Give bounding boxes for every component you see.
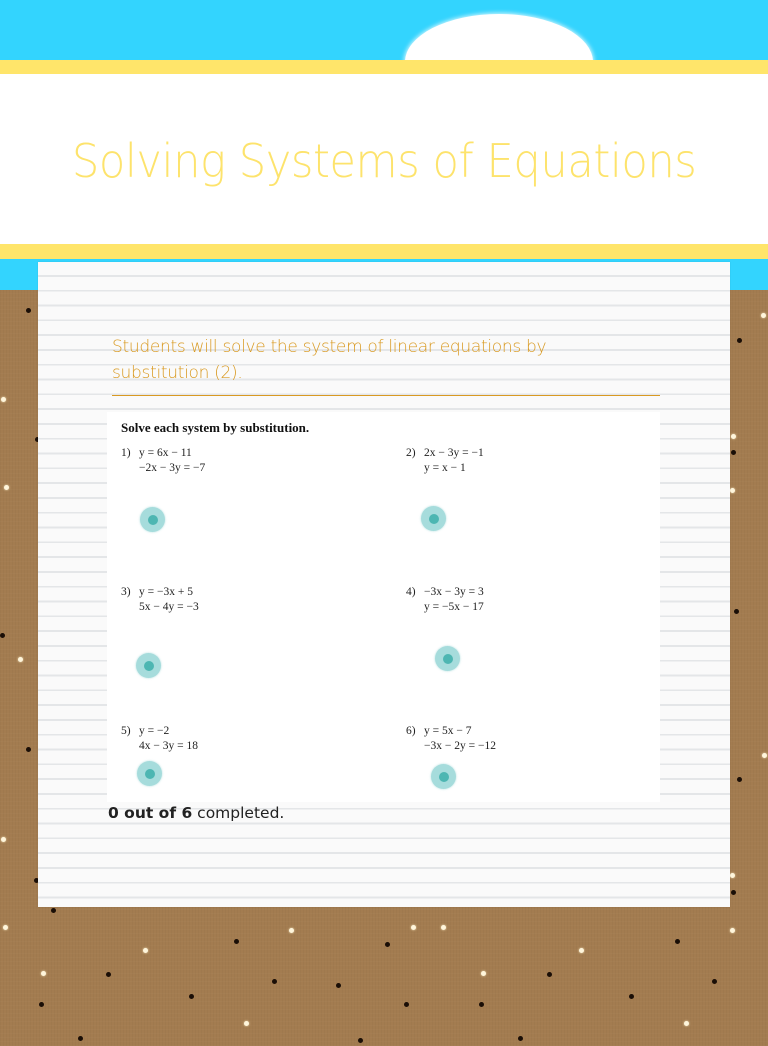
decor-dot xyxy=(737,338,742,343)
decor-dot xyxy=(731,434,736,439)
decor-dot xyxy=(26,308,31,313)
worksheet-image xyxy=(107,412,660,802)
problem-number: 6) xyxy=(406,725,416,737)
decor-dot xyxy=(684,1021,689,1026)
problem-number: 5) xyxy=(121,725,131,737)
title-panel xyxy=(0,74,768,244)
decor-dot xyxy=(730,928,735,933)
equation-2: −2x − 3y = −7 xyxy=(139,462,206,474)
equation-1: y = −2 xyxy=(139,725,170,737)
equation-1: y = 5x − 7 xyxy=(424,725,472,737)
problem-number: 2) xyxy=(406,447,416,459)
equation-1: y = −3x + 5 xyxy=(139,586,193,598)
decor-dot xyxy=(272,979,277,984)
decor-dot xyxy=(358,1038,363,1043)
decor-dot xyxy=(481,971,486,976)
decor-dot xyxy=(189,994,194,999)
decor-dot xyxy=(385,942,390,947)
decor-dot xyxy=(547,972,552,977)
problem-number: 3) xyxy=(121,586,131,598)
cloud-decoration xyxy=(405,14,593,60)
decor-dot xyxy=(404,1002,409,1007)
problem-5 xyxy=(121,724,198,754)
decor-dot xyxy=(106,972,111,977)
completed-count: 0 out of 6 xyxy=(108,804,193,822)
decor-dot xyxy=(737,777,742,782)
header-band-top xyxy=(0,60,768,74)
decor-dot xyxy=(0,633,5,638)
header-sky xyxy=(0,0,768,60)
decor-dot xyxy=(579,948,584,953)
equation-2: 5x − 4y = −3 xyxy=(139,601,199,613)
completed-suffix: completed. xyxy=(192,804,285,822)
answer-hotspot-1[interactable] xyxy=(140,507,165,532)
decor-dot xyxy=(730,488,735,493)
answer-hotspot-4[interactable] xyxy=(435,646,460,671)
decor-dot xyxy=(734,609,739,614)
equation-2: 4x − 3y = 18 xyxy=(139,740,198,752)
decor-dot xyxy=(39,1002,44,1007)
problem-2 xyxy=(406,446,484,476)
answer-hotspot-3[interactable] xyxy=(136,653,161,678)
decor-dot xyxy=(411,925,416,930)
decor-dot xyxy=(51,908,56,913)
problem-1 xyxy=(121,446,205,476)
decor-dot xyxy=(244,1021,249,1026)
decor-dot xyxy=(675,939,680,944)
equation-1: −3x − 3y = 3 xyxy=(424,586,484,598)
answer-hotspot-6[interactable] xyxy=(431,764,456,789)
header-band-bottom xyxy=(0,244,768,259)
problem-3 xyxy=(121,585,199,615)
decor-dot xyxy=(518,1036,523,1041)
answer-hotspot-2[interactable] xyxy=(421,506,446,531)
decor-dot xyxy=(731,890,736,895)
page-title: Solving Systems of Equations xyxy=(71,134,697,188)
problem-number: 1) xyxy=(121,447,131,459)
equation-1: y = 6x − 11 xyxy=(139,447,192,459)
equation-2: y = x − 1 xyxy=(424,462,466,474)
decor-dot xyxy=(762,753,767,758)
problem-4 xyxy=(406,585,484,615)
decor-dot xyxy=(234,939,239,944)
decor-dot xyxy=(730,873,735,878)
lined-paper-card xyxy=(38,262,730,907)
learning-objective: Students will solve the system of linear equations by substitution (2). xyxy=(112,337,547,383)
decor-dot xyxy=(289,928,294,933)
decor-dot xyxy=(479,1002,484,1007)
objective-divider xyxy=(112,395,660,396)
decor-dot xyxy=(3,925,8,930)
worksheet-heading: Solve each system by substitution. xyxy=(121,420,310,435)
equation-2: y = −5x − 17 xyxy=(424,601,484,613)
decor-dot xyxy=(1,397,6,402)
decor-dot xyxy=(712,979,717,984)
decor-dot xyxy=(26,747,31,752)
decor-dot xyxy=(761,313,766,318)
decor-dot xyxy=(1,837,6,842)
decor-dot xyxy=(336,983,341,988)
problem-6 xyxy=(406,724,496,754)
completion-status xyxy=(108,804,284,822)
decor-dot xyxy=(18,657,23,662)
equation-2: −3x − 2y = −12 xyxy=(424,740,496,752)
decor-dot xyxy=(441,925,446,930)
decor-dot xyxy=(78,1036,83,1041)
decor-dot xyxy=(143,948,148,953)
decor-dot xyxy=(629,994,634,999)
answer-hotspot-5[interactable] xyxy=(137,761,162,786)
decor-dot xyxy=(4,485,9,490)
problem-number: 4) xyxy=(406,586,416,598)
decor-dot xyxy=(731,450,736,455)
equation-1: 2x − 3y = −1 xyxy=(424,447,484,459)
decor-dot xyxy=(41,971,46,976)
